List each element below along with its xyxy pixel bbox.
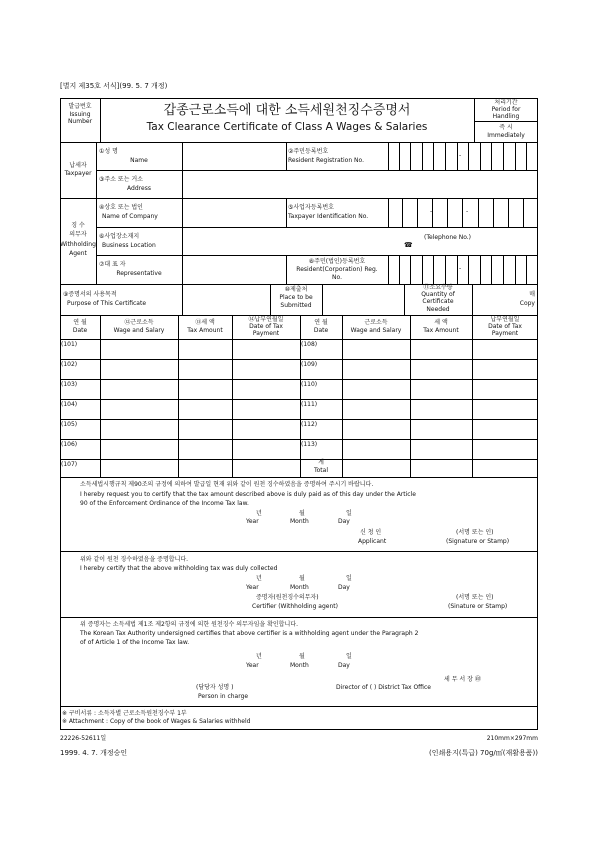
request-text-en1: I hereby request you to certify that the tax amount described above is duly paid as of this day under the Article xyxy=(80,491,416,498)
request-sign-en: (Signature or Stamp) xyxy=(446,538,510,545)
telephone-icon: ☎ xyxy=(404,241,413,249)
submit-label-en1: Place to be xyxy=(279,294,313,301)
immediate-en: Immediately xyxy=(487,132,525,139)
name-label-ko: ①성 명 xyxy=(99,148,118,155)
address-label-en: Address xyxy=(127,185,151,192)
taxid-label-en: Taxpayer Identification No. xyxy=(288,213,369,220)
title-ko: 갑종근로소득에 대한 소득세원천징수증명서 xyxy=(163,103,411,118)
phone-label: (Telephone No.) xyxy=(424,234,472,241)
note-ko: ※ 구비서류 : 소득자별 근로소득원천징수부 1부 xyxy=(62,710,187,717)
col-pay-en2: Payment xyxy=(252,330,280,337)
office-text-en1: The Korean Tax Authority undersigned certifies that above certifier is a withholding agent under the Paragraph 2 xyxy=(80,630,419,637)
request-month-ko: 월 xyxy=(299,510,305,517)
tax-office-head-ko: 세 무 서 장 ㊞ xyxy=(444,676,481,683)
certify-year-en: Year xyxy=(246,584,259,591)
total-label-en: Total xyxy=(313,467,328,474)
row-label: (108) xyxy=(301,341,318,348)
certifier-label-en: Certifier (Withholding agent) xyxy=(252,603,338,610)
corp-label-ko: ⑧주민(법인)등록번호 xyxy=(308,258,366,265)
name-label-en: Name xyxy=(130,157,148,164)
qty-label-en3: Needed xyxy=(426,306,450,313)
col-pay2-en1: Date of Tax xyxy=(488,323,522,330)
request-text-en2: 90 of the Enforcement Ordinance of the Income Tax law. xyxy=(80,500,249,507)
submit-label-ko: ⑩제출처 xyxy=(284,286,308,293)
issuing-number-label-ko: 발급번호 xyxy=(68,103,92,110)
row-label: (105) xyxy=(61,421,78,428)
certify-month-en: Month xyxy=(290,584,309,591)
form-label: [별지 제35호 서식](99. 5. 7 개정) xyxy=(60,82,168,90)
applicant-label-en: Applicant xyxy=(358,538,387,545)
request-month-en: Month xyxy=(290,518,309,525)
taxid-dash-2: - xyxy=(466,208,469,215)
immediate-ko: 즉 시 xyxy=(499,124,513,131)
certify-month-ko: 월 xyxy=(299,575,305,582)
wage-table xyxy=(60,315,538,477)
col-wage-en: Wage and Salary xyxy=(113,327,165,334)
reg-no-label-en: Resident Registration No. xyxy=(288,157,364,164)
office-month-ko: 월 xyxy=(299,653,305,660)
office-day-ko: 일 xyxy=(346,653,352,660)
address-field[interactable] xyxy=(183,171,537,197)
taxid-dash-1: - xyxy=(430,208,433,215)
address-label-ko: ③주소 또는 거소 xyxy=(99,176,143,183)
qty-label-en2: Certificate xyxy=(422,298,454,305)
period-label-en1: Period for xyxy=(491,106,521,113)
purpose-label-ko: ⑨증명서의 사용목적 xyxy=(63,291,117,298)
row-label: (113) xyxy=(301,441,318,448)
col-date2-ko: 연 월 xyxy=(314,319,328,326)
certify-sign-ko: (서명 또는 인) xyxy=(456,594,494,601)
col-pay2-en2: Payment xyxy=(491,330,519,337)
form-code: 22226-52611일 xyxy=(60,735,107,742)
period-label-ko: 처리기간 xyxy=(494,99,518,106)
col-tax2-ko: 세 액 xyxy=(434,319,448,326)
agent-section-ko2: 의무자 xyxy=(69,231,87,238)
issuing-number-label-en: Issuing Number xyxy=(67,111,93,125)
certify-day-ko: 일 xyxy=(346,575,352,582)
applicant-label-ko: 신 청 인 xyxy=(360,529,382,536)
reg-dash: - xyxy=(459,152,462,159)
agent-section-en2: Agent xyxy=(69,250,87,257)
person-in-charge-en: Person in charge xyxy=(198,693,249,700)
office-text-en2: of of Article 1 of the Income Tax law. xyxy=(80,639,190,646)
paper-spec: (인쇄용지(특급) 70g/㎡(재활용품)) xyxy=(429,749,538,757)
rep-label-ko: ⑦대 표 자 xyxy=(99,261,126,268)
certify-text-en: I hereby certify that the above withholding tax was duly collected xyxy=(80,565,278,572)
request-day-ko: 일 xyxy=(346,510,352,517)
company-label-ko: ④상호 또는 법인 xyxy=(99,204,143,211)
corp-label-en1: Resident(Corporation) Reg. xyxy=(296,266,378,273)
location-label-en: Business Location xyxy=(102,242,156,249)
request-sign-ko: (서명 또는 인) xyxy=(456,529,494,536)
submit-place-field[interactable] xyxy=(323,285,403,314)
row-label: (101) xyxy=(61,341,78,348)
certify-sign-en: (Sinature or Stamp) xyxy=(448,603,508,610)
agent-section-en1: Withholding xyxy=(60,241,96,248)
taxpayer-section-ko: 납세자 xyxy=(69,162,87,169)
row-label: (107) xyxy=(61,461,78,468)
purpose-label-en: Purpose of This Certificate xyxy=(67,300,147,307)
office-year-en: Year xyxy=(246,662,259,669)
col-pay-en1: Date of Tax xyxy=(249,323,283,330)
request-year-en: Year xyxy=(246,518,259,525)
office-text-ko: 위 증명자는 소득세법 제1조 제2항의 규정에 의한 원천징수 의무자임을 확인합니다. xyxy=(80,621,298,628)
row-label: (111) xyxy=(301,401,318,408)
approval-date: 1999. 4. 7. 개정승인 xyxy=(60,749,128,757)
certify-year-ko: 년 xyxy=(256,575,262,582)
rep-label-en: Representative xyxy=(116,270,162,277)
row-label: (109) xyxy=(301,361,318,368)
paper-size: 210mm×297mm xyxy=(486,735,538,742)
taxid-label-ko: ⑤사업자등록번호 xyxy=(288,204,334,211)
col-wage-ko: ⑫근로소득 xyxy=(124,319,154,326)
location-field[interactable] xyxy=(183,228,393,254)
col-date2-en: Date xyxy=(313,327,329,334)
col-pay2-ko: 납부연월일 xyxy=(490,316,520,323)
certifier-label-ko: 증명자(원천징수의무자) xyxy=(256,594,319,601)
row-label: (110) xyxy=(301,381,318,388)
title-en: Tax Clearance Certificate of Class A Wages & Salaries xyxy=(146,121,428,133)
col-tax-ko: ⑬세 액 xyxy=(195,319,215,326)
total-label-ko: 계 xyxy=(318,459,324,466)
row-label: (103) xyxy=(61,381,78,388)
office-month-en: Month xyxy=(290,662,309,669)
office-year-ko: 년 xyxy=(256,653,262,660)
col-wage2-ko: 근로소득 xyxy=(364,319,388,326)
submit-label-en2: Submitted xyxy=(280,302,312,309)
copy-unit-en: Copy xyxy=(519,300,535,307)
reg-no-label-ko: ②주민등록번호 xyxy=(288,148,329,155)
taxpayer-section-en: Taxpayer xyxy=(64,170,92,177)
corp-dash: - xyxy=(459,265,462,272)
col-wage2-en: Wage and Salary xyxy=(350,327,402,334)
col-date-ko: 연 월 xyxy=(73,319,87,326)
purpose-field[interactable] xyxy=(183,285,269,314)
col-tax-en: Tax Amount xyxy=(187,327,223,334)
col-date-en: Date xyxy=(72,327,88,334)
row-label: (106) xyxy=(61,441,78,448)
corp-label-en2: No. xyxy=(332,274,342,281)
col-tax2-en: Tax Amount xyxy=(423,327,459,334)
request-day-en: Day xyxy=(338,518,350,525)
certify-text-ko: 위와 같이 원천 징수하였음을 증명합니다. xyxy=(80,556,189,563)
location-label-ko: ⑥사업장소재지 xyxy=(99,233,140,240)
col-pay-ko: ⑭납부연월일 xyxy=(248,316,284,323)
request-text-ko: 소득세법시행규칙 제90조의 규정에 의하여 발급일 현재 위와 같이 원천 징수하였음을 증명하여 주시기 바랍니다. xyxy=(80,481,374,488)
director-label: Director of ( ) District Tax Office xyxy=(336,684,431,691)
qty-label-en1: Quantity of xyxy=(421,291,455,298)
company-field[interactable] xyxy=(183,199,285,226)
representative-field[interactable] xyxy=(183,256,285,283)
office-day-en: Day xyxy=(338,662,350,669)
note-en: ※ Attachment : Copy of the book of Wages & Salaries withheld xyxy=(62,718,251,725)
agent-section-ko1: 징 수 xyxy=(71,222,85,229)
row-label: (102) xyxy=(61,361,78,368)
person-in-charge-ko: (담당자 성명 ) xyxy=(196,684,234,691)
name-field[interactable] xyxy=(183,143,285,169)
row-label: (104) xyxy=(61,401,78,408)
row-label: (112) xyxy=(301,421,318,428)
qty-label-ko: ⑪소요수량 xyxy=(423,284,453,291)
period-label-en2: Handling xyxy=(492,113,520,120)
company-label-en: Name of Company xyxy=(102,213,158,220)
request-year-ko: 년 xyxy=(256,510,262,517)
certify-day-en: Day xyxy=(338,584,350,591)
quantity-field[interactable] xyxy=(473,285,513,314)
copy-unit-ko: 매 xyxy=(529,291,535,298)
